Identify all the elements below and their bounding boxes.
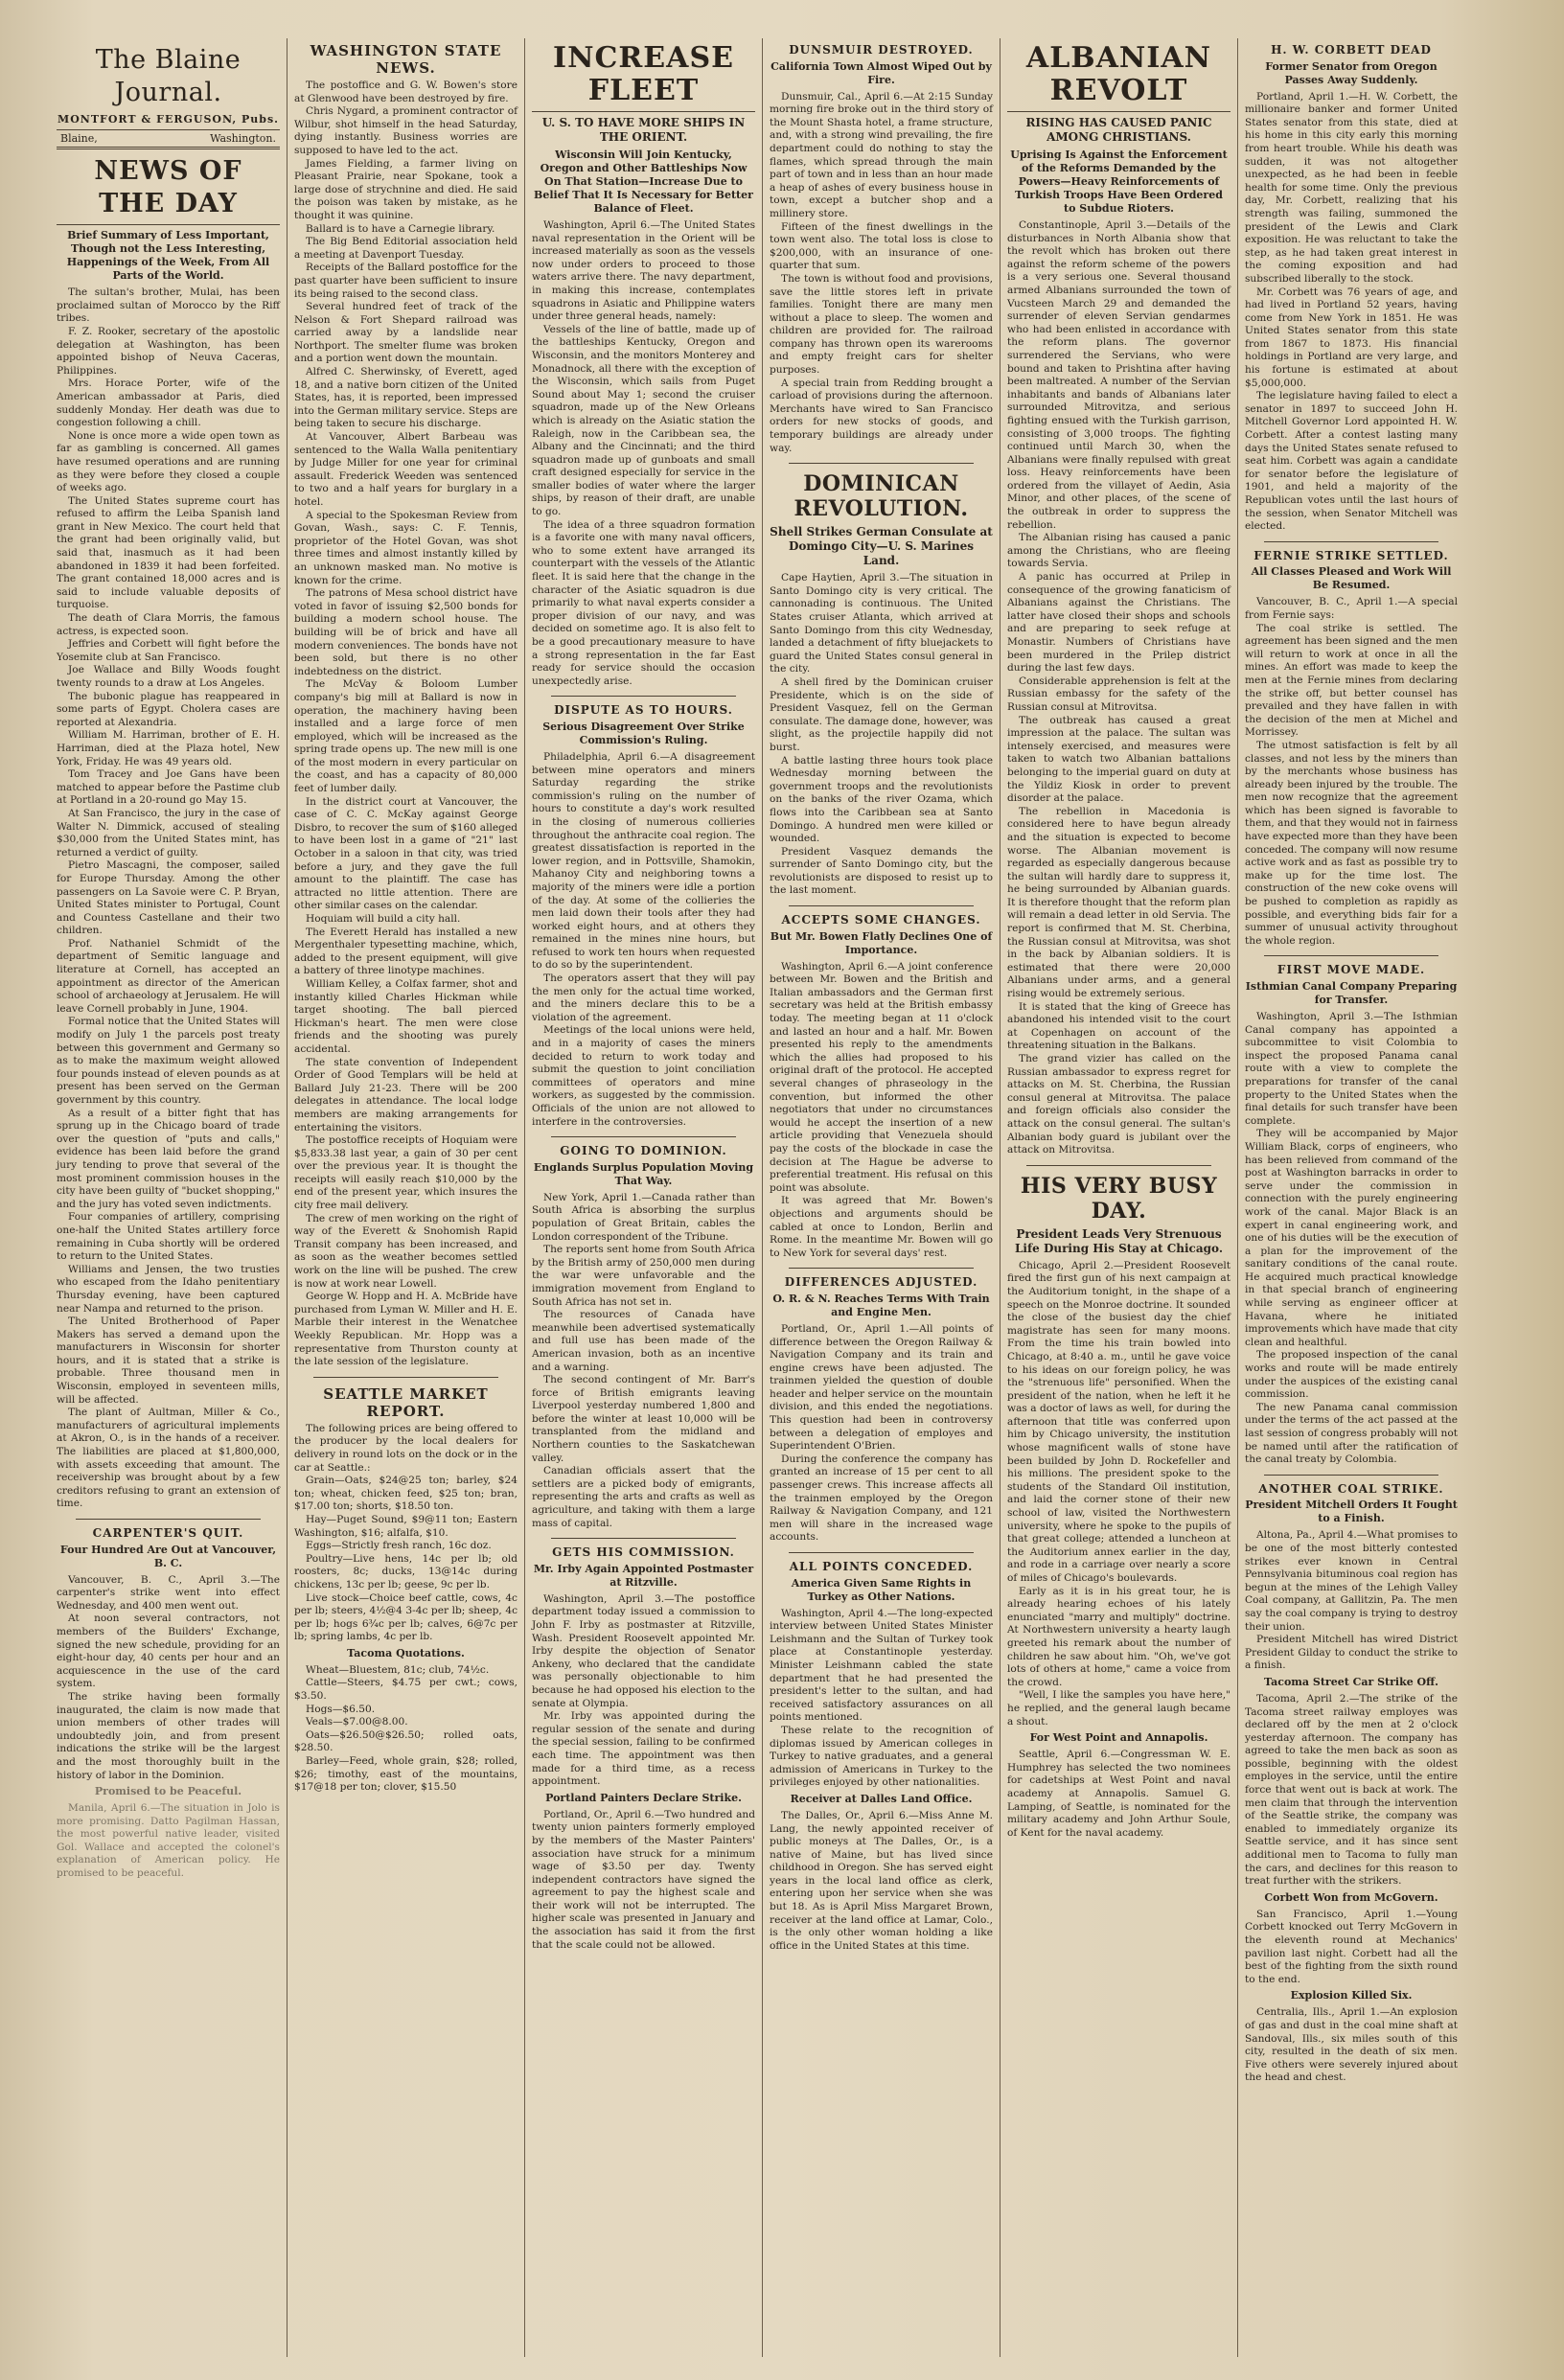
article-paragraph: A panic has occurred at Prilep in consequence of the growing fanaticism of Albanians against the Christians. The latter have closed their shops and schools and are preparing to seek refuge at Monastir. Numbers of Christians have been murdered in the Prilep district during the last few days. bbox=[1007, 571, 1230, 675]
gets-commission-deck: Mr. Irby Again Appointed Postmaster at Ritzville. bbox=[533, 1562, 754, 1589]
article-paragraph: Centralia, Ills., April 1.—An explosion of gas and dust in the coal mine shaft at Sandoval, Ills., six miles south of this city, resulted in the death of six men. Five others were severely injured about the head and chest. bbox=[1245, 2006, 1458, 2084]
article-paragraph: At San Francisco, the jury in the case of Walter N. Dimmick, accused of stealing $30,000 from the United States mint, has returned a verdict of guilty. bbox=[57, 807, 280, 858]
article-paragraph: The rebellion in Macedonia is considered here to have begun already and the situation is expected to become worse. The Albanian movement is regarded as especially dangerous because the sultan will hardly dare to suppress it, he being surrounded by Albanian guards. It is therefore thought that the reform plan will remain a dead letter in old Servia. The report is confirmed that M. St. Cherbina, the Russian consul at Mitrovitsa, was shot in the back by Albanian soldiers. It is estimated that there were 20,000 Albanians under arms, and a general rising would be extremely serious. bbox=[1007, 805, 1230, 1000]
article-paragraph: The Big Bend Editorial association held a meeting at Davenport Tuesday. bbox=[294, 236, 518, 261]
article-paragraph: A special to the Spokesman Review from Govan, Wash., says: C. F. Tennis, proprietor of the Hotel Govan, was shot three times and almost instantly killed by an unknown masked man. No motive is known for the crime. bbox=[294, 509, 518, 586]
article-paragraph: Pietro Mascagni, the composer, sailed for Europe Thursday. Among the other passengers on La Savoie were C. P. Bryan, United States minister to Portugal, Count and Countess Castellane and their two children. bbox=[57, 859, 280, 937]
article-paragraph: In the district court at Vancouver, the case of C. C. McKay against George Disbro, to recover the sum of $160 alleged to have been lost in a game of "21" last October in a saloon in that city, was tried before a jury, and they gave the full amount to the plaintiff. The case has attracted no little attention. There are other similar cases on the calendar. bbox=[294, 795, 518, 912]
article-paragraph: Meetings of the local unions were held, and in a majority of cases the miners decided to return to work today and submit the question to joint conciliation committees of operators and mine workers, as suggested by the commission. Officials of the union are not allowed to interfere in the controversies. bbox=[532, 1024, 755, 1128]
column-increase-fleet bbox=[525, 38, 763, 2357]
dominican-revolution-title: DOMINICAN REVOLUTION. bbox=[794, 471, 969, 522]
article-paragraph: The outbreak has caused a great impression at the palace. The sultan was intensely exercised, and measures were taken to watch two Albanian battalions belonging to the imperial guard on duty at the Yildiz Kiosk in order to prevent disorder at the palace. bbox=[1007, 714, 1230, 805]
corbett-mcgovern-headline: Corbett Won from McGovern. bbox=[1264, 1890, 1438, 1904]
article-paragraph: Constantinople, April 3.—Details of the disturbances in North Albania show that the revolt which has broken out there against the reform scheme of the powers is a very serious one. Several thousand armed Albanians surrounded the town of Vucsteen March 29 and demanded the surrender of eleven Servian gendarmes who had been enlisted in accordance with the reform plans. The governor surrendered the Servians, who were bound and taken to Prishtina after having been maltreated. A number of the Servian inhabitants and bands of Albanians later surrounded Mitrovitza, and serious fighting ensued with the Turkish garrison, consisting of 3,000 troops. The fighting continued until March 30, when the Albanians were finally repulsed with great loss. Heavy reinforcements have been ordered from the villayet of Aedin, Asia Minor, and other places, of the scene of the outbreak in order to suppress the rebellion. bbox=[1007, 219, 1230, 531]
accepts-changes-deck: But Mr. Bowen Flatly Declines One of Importance. bbox=[770, 929, 993, 956]
first-move-deck: Isthmian Canal Company Preparing for Transfer. bbox=[1245, 980, 1458, 1006]
column-dunsmuir-destroyed bbox=[763, 38, 1000, 2357]
article-paragraph: Altona, Pa., April 4.—What promises to be one of the most bitterly contested strikes ever known in Central Pennsylvania bituminous coal region has begun at the mines of the Lehigh Valley Coal company, at Gallitzin, Pa. The men say the coal company is trying to destroy their union. bbox=[1245, 1529, 1458, 1633]
albanian-revolt-subdeck: Uprising Is Against the Enforcement of the Reforms Demanded by the Powers—Heavy Reinforcements of Turkish Troops Have Been Ordered to Subdue Rioters. bbox=[1010, 149, 1228, 215]
article-paragraph: The idea of a three squadron formation is a favorite one with many naval officers, who to some extent have arranged its counterpart with the vessels of the Atlantic fleet. It is said here that the change in the character of the Asiatic squadron is due primarily to what naval experts consider a proper division of our navy, and was decided on sometime ago. It is also felt to be a good precautionary measure to have a strong representation in the far East ready for service should the occasion unexpectedly arise. bbox=[532, 518, 755, 687]
corbett-dead-deck: Former Senator from Oregon Passes Away Suddenly. bbox=[1265, 59, 1438, 86]
article-paragraph: The proposed inspection of the canal works and route will be made entirely under the auspices of the existing canal commission. bbox=[1245, 1349, 1458, 1401]
all-points-conceded-deck: America Given Same Rights in Turkey as Other Nations. bbox=[791, 1576, 972, 1603]
portland-painters-headline: Portland Painters Declare Strike. bbox=[545, 1791, 742, 1804]
first-move-headline: FIRST MOVE MADE. bbox=[1276, 963, 1426, 977]
dunsmuir-headline: DUNSMUIR DESTROYED. bbox=[789, 43, 974, 57]
carpenters-quit-headline: CARPENTER'S QUIT. bbox=[92, 1526, 244, 1540]
article-paragraph: Vancouver, B. C., April 3.—The carpenter's strike went into effect Wednesday, and 400 men went out. bbox=[57, 1573, 280, 1612]
article-paragraph: The crew of men working on the right of way of the Everett & Snohomish Rapid Transit company has been increased, and as soon as the weather becomes settled work on the line will be pushed. The crew is now at work near Lowell. bbox=[294, 1212, 518, 1290]
article-paragraph: The postoffice and G. W. Bowen's store at Glenwood have been destroyed by fire. bbox=[294, 80, 518, 104]
column-corbett-dead bbox=[1238, 38, 1464, 2357]
article-paragraph: At Vancouver, Albert Barbeau was sentenced to the Walla Walla penitentiary by Judge Miller for one year for criminal assault. Frederick Weeden was sentenced to two and a half years for burglary in a hotel. bbox=[294, 431, 518, 508]
article-paragraph: Tom Tracey and Joe Gans have been matched to appear before the Pastime club at Portland in a 20-round go May 15. bbox=[57, 768, 280, 807]
article-paragraph: Barley—Feed, whole grain, $28; rolled, $26; timothy, east of the mountains, $17@18 per ton; clover, $15.50 bbox=[294, 1755, 518, 1794]
article-paragraph: William Kelley, a Colfax farmer, shot and instantly killed Charles Hickman while target shooting. The ball pierced Hickman's heart. The men were close friends and the shooting was purely accidental. bbox=[294, 977, 518, 1055]
divider bbox=[1264, 1475, 1438, 1476]
article-paragraph: President Mitchell has wired District President Gilday to conduct the strike to a finish. bbox=[1245, 1634, 1458, 1672]
article-paragraph: The legislature having failed to elect a senator in 1897 to succeed John H. Mitchell Governor Lord appointed H. W. Corbett. After a contest lasting many days the United States senate refused to seat him. Corbett was again a candidate for senator before the legislature of 1901, and held a majority of the Republican votes until the last hours of the session, when Senator Mitchell was elected. bbox=[1245, 390, 1458, 533]
article-paragraph: Live stock—Choice beef cattle, cows, 4c per lb; steers, 4½@4 3-4c per lb; sheep, 4c per lb; hogs 6¾c per lb; calves, 6@7c per lb; spring lambs, 4c per lb. bbox=[294, 1591, 518, 1643]
article-paragraph: The town is without food and provisions, save the little stores left in private families. Tonight there are many men without a place to sleep. The women and children are provided for. The railroad company has thrown open its warerooms and empty freight cars for shelter purposes. bbox=[770, 272, 993, 377]
article-paragraph: The McVay & Boloom Lumber company's big mill at Ballard is now in operation, the machinery having been installed and a large force of men employed, which will be increased as the spring trade opens up. The new mill is one of the most modern in every particular on the coast, and has a capacity of 80,000 feet of lumber daily. bbox=[294, 678, 518, 795]
increase-fleet-title: INCREASE FLEET bbox=[532, 42, 755, 112]
article-paragraph: Seattle, April 6.—Congressman W. E. Humphrey has selected the two nominees for cadetships at West Point and naval academy at Annapolis. Samuel G. Lamping, of Seattle, is nominated for the military academy and John Arthur Soule, of Kent for the naval academy. bbox=[1007, 1749, 1230, 1839]
article-paragraph: Portland, Or., April 6.—Two hundred and twenty union painters formerly employed by the members of the Master Painters' association have struck for a minimum wage of $3.50 per day. Twenty independent contractors have signed the agreement to pay the highest scale and their work will not be interrupted. The higher scale was presented in January and the association has said it from the first that the scale could not be allowed. bbox=[532, 1808, 755, 1951]
article-paragraph: Dunsmuir, Cal., April 6.—At 2:15 Sunday morning fire broke out in the third story of the Mount Shasta hotel, a frame structure, and, with a strong wind prevailing, the fire department could do nothing to stay the flames, which spread through the main part of town and in less than an hour made a heap of ashes of every business house in town, except a butcher shop and a millinery store. bbox=[770, 90, 993, 219]
divider bbox=[789, 905, 974, 906]
paper-town: Blaine, bbox=[60, 131, 98, 145]
article-paragraph: Alfred C. Sherwinsky, of Everett, aged 18, and a native born citizen of the United States, has, it is reported, been impressed into the German military service. Steps are being taken to secure his discharge. bbox=[294, 366, 518, 430]
article-paragraph: Poultry—Live hens, 14c per lb; old roosters, 8c; ducks, 13@14c during chickens, 13c per lb; geese, 9c per lb. bbox=[294, 1552, 518, 1590]
article-paragraph: George W. Hopp and H. A. McBride have purchased from Lyman W. Miller and H. E. Marble their interest in the Wenatchee Weekly Republican. Mr. Hopp was a representative from Thurston county at the late session of the legislature. bbox=[294, 1291, 518, 1368]
divider bbox=[1264, 541, 1438, 542]
article-paragraph: Fifteen of the finest dwellings in the town went also. The total loss is close to $200,000, with an insurance of one-quarter that sum. bbox=[770, 220, 993, 272]
increase-fleet-deck: U. S. TO HAVE MORE SHIPS IN THE ORIENT. bbox=[541, 116, 746, 144]
article-paragraph: These relate to the recognition of diplomas issued by American colleges in Turkey to native graduates, and a general admission of Americans in Turkey to the privileges enjoyed by other nationalities. bbox=[770, 1724, 993, 1789]
divider bbox=[789, 1552, 974, 1553]
article-paragraph: The utmost satisfaction is felt by all classes, and not less by the miners than by the merchants whose business has already been injured by the trouble. The men now recognize that the agreement which has been signed is favorable to them, and that they would not in fairness have expected more than they have been conceded. The company will now resume active work and as fast as possible try to make up for the time lost. The construction of the new coke ovens will be pushed to completion as rapidly as possible, and everything bids fair for a summer of unusual activity throughout the whole region. bbox=[1245, 739, 1459, 947]
article-paragraph: The sultan's brother, Mulai, has been proclaimed sultan of Morocco by the Riff tribes. bbox=[57, 286, 280, 325]
article-paragraph: The new Panama canal commission under the terms of the act passed at the last session of congress probably will not be named until after the ratification of the canal treaty by Colombia. bbox=[1245, 1401, 1458, 1466]
article-paragraph: The second contingent of Mr. Barr's force of British emigrants leaving Liverpool yesterday numbered 1,800 and before the winter at least 10,000 will be transplanted from the midland and Northern counties to the Saskatchewan valley. bbox=[532, 1374, 755, 1464]
tacoma-quotations-headline: Tacoma Quotations. bbox=[347, 1646, 465, 1659]
article-paragraph: The death of Clara Morris, the famous actress, is expected soon. bbox=[57, 612, 280, 637]
article-paragraph: The reports sent home from South Africa by the British army of 250,000 men during the war were unfavorable and the immigration movement from England to South Africa has not set in. bbox=[532, 1244, 755, 1308]
accepts-changes-headline: ACCEPTS SOME CHANGES. bbox=[781, 913, 981, 927]
article-paragraph: The bubonic plague has reappeared in some parts of Egypt. Cholera cases are reported at Alexandria. bbox=[57, 690, 280, 728]
news-of-the-day-title: NEWS OF THE DAY bbox=[57, 155, 280, 225]
article-paragraph: The coal strike is settled. The agreement has been signed and the men will return to work at once in all the mines. An effort was made to keep the men at the Fernie mines from declaring the strike off, but better counsel has prevailed and they have fallen in with the decision of the men at Michel and Morrissey. bbox=[1245, 622, 1458, 739]
article-paragraph: A shell fired by the Dominican cruiser Presidente, which is on the side of President Vasquez, fell on the German consulate. The damage done, however, was slight, as the projectile happily did not burst. bbox=[770, 675, 993, 753]
paper-state: Washington. bbox=[210, 131, 276, 145]
divider bbox=[551, 1136, 736, 1137]
west-point-headline: For West Point and Annapolis. bbox=[1029, 1731, 1208, 1745]
corbett-dead-headline: H. W. CORBETT DEAD bbox=[1271, 43, 1432, 57]
fernie-strike-deck: All Classes Pleased and Work Will Be Resumed. bbox=[1251, 565, 1452, 592]
very-busy-day-deck: President Leads Very Strenuous Life During His Stay at Chicago. bbox=[1014, 1226, 1223, 1255]
article-paragraph: None is once more a wide open town as far as gambling is concerned. All games have resumed operations and are running as they were before they closed a couple of weeks ago. bbox=[57, 429, 280, 494]
article-paragraph: Four companies of artillery, comprising one-half the United States artillery force remaining in Cuba shortly will be ordered to return to the United States. bbox=[57, 1211, 280, 1263]
article-paragraph: Eggs—Strictly fresh ranch, 16c doz. bbox=[306, 1540, 492, 1552]
article-paragraph: The postoffice receipts of Hoquiam were $5,833.38 last year, a gain of 30 per cent over the previous year. It is thought the receipts will easily reach $10,000 by the end of the present year, which insures the city free mail delivery. bbox=[294, 1134, 518, 1212]
albanian-revolt-deck: RISING HAS CAUSED PANIC AMONG CHRISTIANS. bbox=[1025, 116, 1212, 144]
article-paragraph: James Fielding, a farmer living on Pleasant Prairie, near Spokane, took a large dose of strychnine and died. He said the poison was taken by mistake, as he thought it was quinine. bbox=[294, 157, 518, 221]
dispute-hours-deck: Serious Disagreement Over Strike Commission's Ruling. bbox=[542, 720, 745, 746]
article-paragraph: Cape Haytien, April 3.—The situation in Santo Domingo city is very critical. The cannonading is continuous. The United States cruiser Atlanta, which arrived at Santo Domingo from this city Wednesday, landed a detachment of fifty bluejackets to guard the United States consul general in the city. bbox=[770, 572, 993, 675]
going-to-dominion-headline: GOING TO DOMINION. bbox=[560, 1144, 727, 1158]
article-paragraph: Hoquiam will build a city hall. bbox=[306, 913, 461, 925]
news-of-the-day-deck: Brief Summary of Less Important, Though not the Less Interesting, Happenings of the Week, From All Parts of the World. bbox=[66, 229, 270, 283]
article-paragraph: Portland, Or., April 1.—All points of difference between the Oregon Railway & Navigation Company and its train and engine crews have been adjusted. The trainmen yielded the question of double header and helper service on the mountain division, and this ended the negotiations. This question had been in controversy between a delegation of employes and Superintendent O'Brien. bbox=[770, 1322, 993, 1453]
article-paragraph: Mrs. Horace Porter, wife of the American ambassador at Paris, died suddenly Monday. Her death was due to congestion following a chill. bbox=[57, 378, 280, 429]
all-points-conceded-headline: ALL POINTS CONCEDED. bbox=[789, 1560, 974, 1573]
article-paragraph: Joe Wallace and Billy Woods fought twenty rounds to a draw at Los Angeles. bbox=[57, 664, 280, 689]
article-paragraph: Chris Nygard, a prominent contractor of Wilbur, shot himself in the head Saturday, dying instantly. Business worries are supposed to have led to the act. bbox=[294, 105, 518, 156]
dunsmuir-deck: California Town Almost Wiped Out by Fire. bbox=[770, 59, 992, 86]
article-paragraph: F. Z. Rooker, secretary of the apostolic delegation at Washington, has been appointed bishop of Neuva Caceras, Philippines. bbox=[57, 325, 280, 377]
article-paragraph: The operators assert that they will pay the men only for the actual time worked, and the miners declare this to be a violation of the agreement. bbox=[532, 973, 755, 1023]
article-paragraph: Early as it is in his great tour, he is already hearing echoes of his lately enunciated "marry and multiply" doctrine. At Northwestern university a hearty laugh greeted his remark about the number of children he saw about him. "Oh, we've got lots of others at home," came a voice from the crowd. bbox=[1007, 1585, 1230, 1688]
seattle-market-report-headline: SEATTLE MARKET REPORT. bbox=[323, 1385, 489, 1420]
column-washington-state-news bbox=[288, 38, 525, 2357]
differences-adjusted-headline: DIFFERENCES ADJUSTED. bbox=[784, 1275, 978, 1290]
article-paragraph: At noon several contractors, not members of the Builders' Exchange, signed the new schedule, providing for an eight-hour day, 40 cents per hour and an acquiescence in the use of the card system. bbox=[57, 1613, 280, 1690]
article-paragraph: Several hundred feet of track of the Nelson & Fort Shepard railroad was carried away by a landslide near Northport. The smelter flume was broken and a portion went down the mountain. bbox=[294, 301, 518, 365]
article-paragraph: President Vasquez demands the surrender of Santo Domingo city, but the revolutionists are disposed to resist up to the last moment. bbox=[770, 845, 993, 897]
article-paragraph: The United Brotherhood of Paper Makers has served a demand upon the manufacturers in Wisconsin for shorter hours, and it is stated that a strike is probable. Three thousand men in Wisconsin, employed in seventeen mills, will be affected. bbox=[57, 1316, 280, 1406]
explosion-headline: Explosion Killed Six. bbox=[1290, 1989, 1413, 2002]
article-paragraph: The state convention of Independent Order of Good Templars will be held at Ballard July 21-23. There will be 200 delegates in attendance. The local lodge members are making arrangements for entertaining the visitors. bbox=[294, 1056, 518, 1133]
tacoma-car-strike-headline: Tacoma Street Car Strike Off. bbox=[1263, 1675, 1438, 1688]
article-paragraph: The United States supreme court has refused to affirm the Leiba Spanish land grant in New Mexico. The court held that the grant had been originally valid, but said that, inasmuch as it had been abandoned in 1839 it had been forfeited. The grant contained 18,000 acres and is said to include valuable deposits of turquoise. bbox=[57, 494, 280, 611]
article-paragraph: The strike having been formally inaugurated, the claim is now made that union members of other trades will undoubtedly join, and from present indications the strike will be the largest and the most thoroughly built in the history of labor in the Dominion. bbox=[57, 1690, 280, 1781]
article-paragraph: The plant of Aultman, Miller & Co., manufacturers of agricultural implements at Akron, O., is in the hands of a receiver. The liabilities are placed at $1,800,000, with assets exceeding that amount. The receivership was brought about by a few creditors refusing to grant an extension of time. bbox=[57, 1407, 280, 1510]
divider bbox=[551, 696, 736, 697]
article-paragraph: Hogs—$6.50. bbox=[306, 1703, 376, 1715]
article-paragraph: Jeffries and Corbett will fight before the Yosemite club at San Francisco. bbox=[57, 638, 280, 663]
article-paragraph: Veals—$7.00@8.00. bbox=[306, 1716, 408, 1728]
article-paragraph: San Francisco, April 1.—Young Corbett knocked out Terry McGovern in the eleventh round at Mechanics' pavilion last night. Corbett had all the best of the fighting from the sixth round to the end. bbox=[1245, 1908, 1458, 1985]
increase-fleet-subdeck: Wisconsin Will Join Kentucky, Oregon and Other Battleships Now On That Station—Increase Due to Belief That It Is Necessary for Better Balance of Fleet. bbox=[534, 149, 753, 215]
article-paragraph: Williams and Jensen, the two trusties who escaped from the Idaho penitentiary Thursday evening, have been captured near Nampa and returned to the prison. bbox=[57, 1263, 280, 1315]
article-paragraph: The grand vizier has called on the Russian ambassador to express regret for attacks on M. St. Cherbina, the Russian consul general at Mitrovitsa. The palace and foreign officials also consider the attack on the consul general. The sultan's Albanian body guard is jubilant over the attack on Mitrovitsa. bbox=[1007, 1053, 1230, 1156]
divider bbox=[313, 1377, 498, 1378]
differences-adjusted-deck: O. R. & N. Reaches Terms With Train and Engine Men. bbox=[772, 1292, 990, 1318]
article-paragraph: The Albanian rising has caused a panic among the Christians, who are fleeing towards Servia. bbox=[1007, 532, 1230, 570]
fernie-strike-headline: FERNIE STRIKE SETTLED. bbox=[1254, 548, 1449, 562]
article-paragraph: Washington, April 3.—The postoffice department today issued a commission to John F. Irby as postmaster at Ritzville, Wash. President Roosevelt appointed Mr. Irby despite the objection of Senator Ankeny, who declared that the candidate was personally objectionable to him because he had opposed his election to the senate at Olympia. bbox=[532, 1592, 755, 1709]
divider bbox=[1026, 1165, 1211, 1166]
article-paragraph: Portland, April 1.—H. W. Corbett, the millionaire banker and former United States senator from this state, died at his home in this city early this morning from heart trouble. While his death was sudden, it was not altogether unexpected, as he had been in feeble health for some time. Only the previous day, Mr. Corbett, realizing that his strength was failing, summoned the president of the Lewis and Clark exposition. He was reluctant to take the step, as he had taken great interest in the coming exposition and had subscribed liberally to the stock. bbox=[1245, 90, 1458, 285]
article-paragraph: "Well, I like the samples you have here," he replied, and the general laugh became a shout. bbox=[1007, 1689, 1230, 1728]
receiver-dalles-headline: Receiver at Dalles Land Office. bbox=[790, 1792, 973, 1805]
another-coal-strike-headline: ANOTHER COAL STRIKE. bbox=[1258, 1481, 1444, 1496]
article-paragraph: Manila, April 6.—The situation in Jolo is more promising. Datto Pagilman Hassan, the most powerful native leader, visited Gol. Wallace and accepted the colonel's explanation of American policy. He promised to be peaceful. bbox=[57, 1802, 280, 1880]
divider bbox=[1264, 955, 1438, 956]
article-paragraph: During the conference the company has granted an increase of 15 per cent to all passenger crews. This increase affects all the trainmen employed by the Oregon Railway & Navigation Company, and 121 men will share in the increased wage accounts. bbox=[770, 1453, 993, 1544]
divider bbox=[76, 1519, 261, 1520]
column-news-of-the-day bbox=[50, 38, 288, 2357]
article-paragraph: They will be accompanied by Major William Black, corps of engineers, who has been relieved from command of the post at Washington barracks in order to serve under the commission in connection with the purely engineering work of the canal. Major Black is an expert in canal engineering work, and one of his duties will be the execution of a plan for the improvement of the sanitary conditions of the canal route. He acquired much practical knowledge in that special branch of engineering while serving as engineer officer at Havana, where he initiated improvements which have made that city clean and healthful. bbox=[1245, 1128, 1458, 1348]
article-paragraph: Hay—Puget Sound, $9@11 ton; Eastern Washington, $16; alfalfa, $10. bbox=[294, 1513, 518, 1539]
article-paragraph: Washington, April 6.—A joint conference between Mr. Bowen and the British and Italian ambassadors and the German first secretary was held at the British embassy today. The meeting began at 11 o'clock and lasted an hour and a half. Mr. Bowen presented his reply to the amendments which the allies had proposed to his original draft of the protocol. He accepted several changes of phraseology in the convention, but informed the other negotiators that under no circumstances would he accept the insertion of a new article providing that Venezuela should pay the costs of the blockade in case the decision at The Hague be adverse to preferential treatment. His refusal on this point was absolute. bbox=[770, 960, 993, 1194]
paper-dateline bbox=[57, 129, 280, 150]
article-paragraph: As a result of a bitter fight that has sprung up in the Chicago board of trade over the question of "puts and calls," evidence has been laid before the grand jury tending to prove that several of the most prominent commission houses in the city have been guilty of "bucket shopping," and the jury has voted seven indictments. bbox=[57, 1107, 280, 1210]
article-paragraph: Canadian officials assert that the settlers are a picked body of emigrants, representing the arts and crafts as well as agriculture, and taking with them a large mass of capital. bbox=[532, 1465, 755, 1529]
article-paragraph: Considerable apprehension is felt at the Russian embassy for the safety of the Russian consul at Mitrovitsa. bbox=[1007, 675, 1230, 713]
article-paragraph: Ballard is to have a Carnegie library. bbox=[306, 222, 495, 235]
dominican-revolution-deck: Shell Strikes German Consulate at Domingo City—U. S. Marines Land. bbox=[770, 525, 993, 568]
article-paragraph: Vessels of the line of battle, made up of the battleships Kentucky, Oregon and Wisconsin, and the monitors Monterey and Monadnock, all there with the exception of the Wisconsin, which sails from Puget Sound about May 1; second the cruiser squadron, made up of the New Orleans which is already on the Asiatic station the Raleigh, now in the Caribbean sea, the Albany and the Cincinnati; and the third squadron made up of gunboats and small craft designed especially for service in the smaller bodies of water where the larger ships, by reason of their draft, are unable to go. bbox=[532, 323, 755, 518]
article-paragraph: Receipts of the Ballard postoffice for the past quarter have been sufficient to insure its being raised to the second class. bbox=[294, 262, 518, 300]
divider bbox=[551, 1538, 736, 1539]
article-paragraph: Mr. Irby was appointed during the regular session of the senate and during the special session, failing to be confirmed each time. The appointment was then made for a third time, as a recess appointment. bbox=[532, 1710, 755, 1788]
dispute-hours-headline: DISPUTE AS TO HOURS. bbox=[554, 703, 733, 718]
column-albanian-revolt bbox=[1000, 38, 1238, 2357]
washington-state-news-headline: WASHINGTON STATE NEWS. bbox=[310, 42, 502, 77]
article-paragraph: Vancouver, B. C., April 1.—A special from Fernie says: bbox=[1245, 596, 1458, 621]
albanian-revolt-title: ALBANIAN REVOLT bbox=[1007, 42, 1230, 112]
going-to-dominion-deck: Englands Surplus Population Moving That Way. bbox=[533, 1160, 754, 1187]
paper-masthead: The Blaine Journal. bbox=[95, 45, 242, 107]
article-paragraph: Chicago, April 2.—President Roosevelt fired the first gun of his next campaign at the Auditorium tonight, in the shape of a speech on the Monroe doctrine. It sounded the close of the busiest day the chief magistrate has seen for many moons. From the time his train bowled into Chicago, at 8:40 a. m., until he gave voice to his ideas on our foreign policy, he was the "strenuous life" personified. When the president of the nation, when he left it he was a doctor of laws as well, for during the afternoon that title was conferred upon him by Chicago university, the institution whose magnificent walls of stone have been builded by John D. Rockefeller and his millions. The president spoke to the students of the Standard Oil institution, and laid the corner stone of their new school of law, visited the Northwestern university, where he spoke to the pupils of that great college; attended a luncheon at the Auditorium annex earlier in the day, and rode in a carriage over nearly a score of miles of Chicago's boulevards. bbox=[1007, 1259, 1230, 1584]
divider bbox=[789, 1268, 974, 1269]
article-paragraph: Wheat—Bluestem, 81c; club, 74½c. bbox=[306, 1663, 490, 1676]
article-paragraph: It was agreed that Mr. Bowen's objections and arguments should be cabled at once to London, Berlin and Rome. In the meantime Mr. Bowen will go to New York for several days' rest. bbox=[770, 1195, 993, 1259]
article-paragraph: The resources of Canada have meanwhile been advertised systematically and full use has been made of the American invasion, both as an incentive and a warning. bbox=[532, 1309, 755, 1373]
article-paragraph: Prof. Nathaniel Schmidt of the department of Semitic language and literature at Cornell, has accepted an appointment as director of the American school of archaeology at Jerusalem. He will leave Cornell probably in June, 1904. bbox=[57, 937, 281, 1015]
article-paragraph: Tacoma, April 2.—The strike of the Tacoma street railway employes was declared off by the men at 2 o'clock yesterday afternoon. The company has agreed to take the men back as soon as possible, beginning with the oldest employes in the service, until the entire force that went out is back at work. The men claim that through the intervention of the Seattle strike, the company was enabled to immediately organize its Seattle service, and it has since sent additional men to Tacoma to fully man the cars, and declines for this reason to treat further with the strikers. bbox=[1245, 1692, 1458, 1888]
article-paragraph: The following prices are being offered to the producer by the local dealers for delivery in round lots on the dock or in the car at Seattle.: bbox=[294, 1422, 518, 1474]
article-paragraph: Formal notice that the United States will modify on July 1 the parcels post treaty between this government and Germany so as to make the maximum weight allowed four pounds instead of eleven pounds as at present has been served on the German government by this country. bbox=[57, 1016, 280, 1106]
article-paragraph: New York, April 1.—Canada rather than South Africa is absorbing the surplus population of Great Britain, cables the London correspondent of the Tribune. bbox=[532, 1191, 755, 1243]
article-paragraph: Oats—$26.50@$26.50; rolled oats, $28.50. bbox=[294, 1728, 518, 1754]
article-paragraph: The Everett Herald has installed a new Mergenthaler typesetting machine, which, added to the present equipment, will give a battery of three linotype machines. bbox=[294, 926, 518, 977]
divider bbox=[789, 463, 974, 464]
article-paragraph: Washington, April 4.—The long-expected interview between United States Minister Leishmann and the Sultan of Turkey took place at Constantinople yesterday. Minister Leishmann cabled the state department that he had presented the president's letter to the sultan, and had received satisfactory assurances on all points mentioned. bbox=[770, 1607, 993, 1724]
article-paragraph: A battle lasting three hours took place Wednesday morning between the government troops and the revolutionists on the banks of the river Ozama, which flows into the Caribbean sea at Santo Domingo. A hundred men were killed or wounded. bbox=[770, 754, 993, 845]
article-paragraph: The Dalles, Or., April 6.—Miss Anne M. Lang, the newly appointed receiver of public moneys at The Dalles, Or., is a native of Maine, but has lived since childhood in Oregon. She has served eight years in the local land office as clerk, entering upon her service when she was but 18. As is April Miss Margaret Brown, receiver at the land office at Lamar, Colo., is the only other woman holding a like office in the United States at this time. bbox=[770, 1809, 993, 1952]
article-paragraph: Grain—Oats, $24@25 ton; barley, $24 ton; wheat, chicken feed, $25 ton; bran, $17.00 ton; shorts, $18.50 ton. bbox=[294, 1475, 518, 1513]
very-busy-day-title: HIS VERY BUSY DAY. bbox=[1020, 1173, 1218, 1224]
another-coal-strike-deck: President Mitchell Orders It Fought to a Finish. bbox=[1245, 1499, 1458, 1525]
article-paragraph: William M. Harriman, brother of E. H. Harriman, died at the Plaza hotel, New York, Friday. He was 49 years old. bbox=[57, 729, 280, 767]
article-paragraph: A special train from Redding brought a carload of provisions during the afternoon. Merchants have wired to San Francisco orders for new stocks of goods, and temporary buildings are already under way. bbox=[770, 377, 993, 454]
carpenters-quit-deck: Four Hundred Are Out at Vancouver, B. C. bbox=[59, 1543, 277, 1569]
article-paragraph: Philadelphia, April 6.—A disagreement between mine operators and miners Saturday regarding the strike commission's ruling on the number of hours to constitute a day's work resulted in the closing of numerous collieries throughout the anthracite coal region. The greatest dissatisfaction is reported in the lower region, and in Pottsville, Shamokin, Mahanoy City and neighboring towns a majority of the miners were idle a portion of the day. At some of the collieries the men laid down their tools after they had worked eight hours, and at others they remained in the mines nine hours, but refused to work ten hours when requested to do so by the superintendent. bbox=[532, 750, 755, 972]
article-paragraph: The patrons of Mesa school district have voted in favor of issuing $2,500 bonds for building a modern school house. The building will be of brick and have all modern conveniences. The bonds have not been sold, but there is no other indebtedness on the district. bbox=[294, 587, 518, 677]
promised-peaceful-headline: Promised to be Peaceful. bbox=[94, 1785, 242, 1798]
article-paragraph: Mr. Corbett was 76 years of age, and had lived in Portland 52 years, having come from New York in 1851. He was United States senator from this state from 1867 to 1873. His financial holdings in Portland are very large, and his fortune is estimated at about $5,000,000. bbox=[1245, 286, 1458, 389]
article-paragraph: It is stated that the king of Greece has abandoned his intended visit to the court at Copenhagen on account of the threatening situation in the Balkans. bbox=[1007, 1000, 1230, 1052]
paper-publishers: MONTFORT & FERGUSON, Pubs. bbox=[58, 113, 279, 126]
article-paragraph: Washington, April 3.—The Isthmian Canal company has appointed a subcommittee to visit Colombia to inspect the proposed Panama canal route with a view to complete the preparations for transfer of the canal property to the United States when the final details for such transfer have been complete. bbox=[1245, 1011, 1458, 1127]
article-paragraph: Cattle—Steers, $4.75 per cwt.; cows, $3.50. bbox=[294, 1677, 518, 1703]
gets-commission-headline: GETS HIS COMMISSION. bbox=[552, 1545, 735, 1560]
article-paragraph: Washington, April 6.—The United States naval representation in the Orient will be increased materially as soon as the vessels now under orders to proceed to those waters arrive there. The navy department, in making this increase, contemplates squadrons in Asiatic and Philippine waters under three general heads, namely: bbox=[532, 219, 755, 323]
